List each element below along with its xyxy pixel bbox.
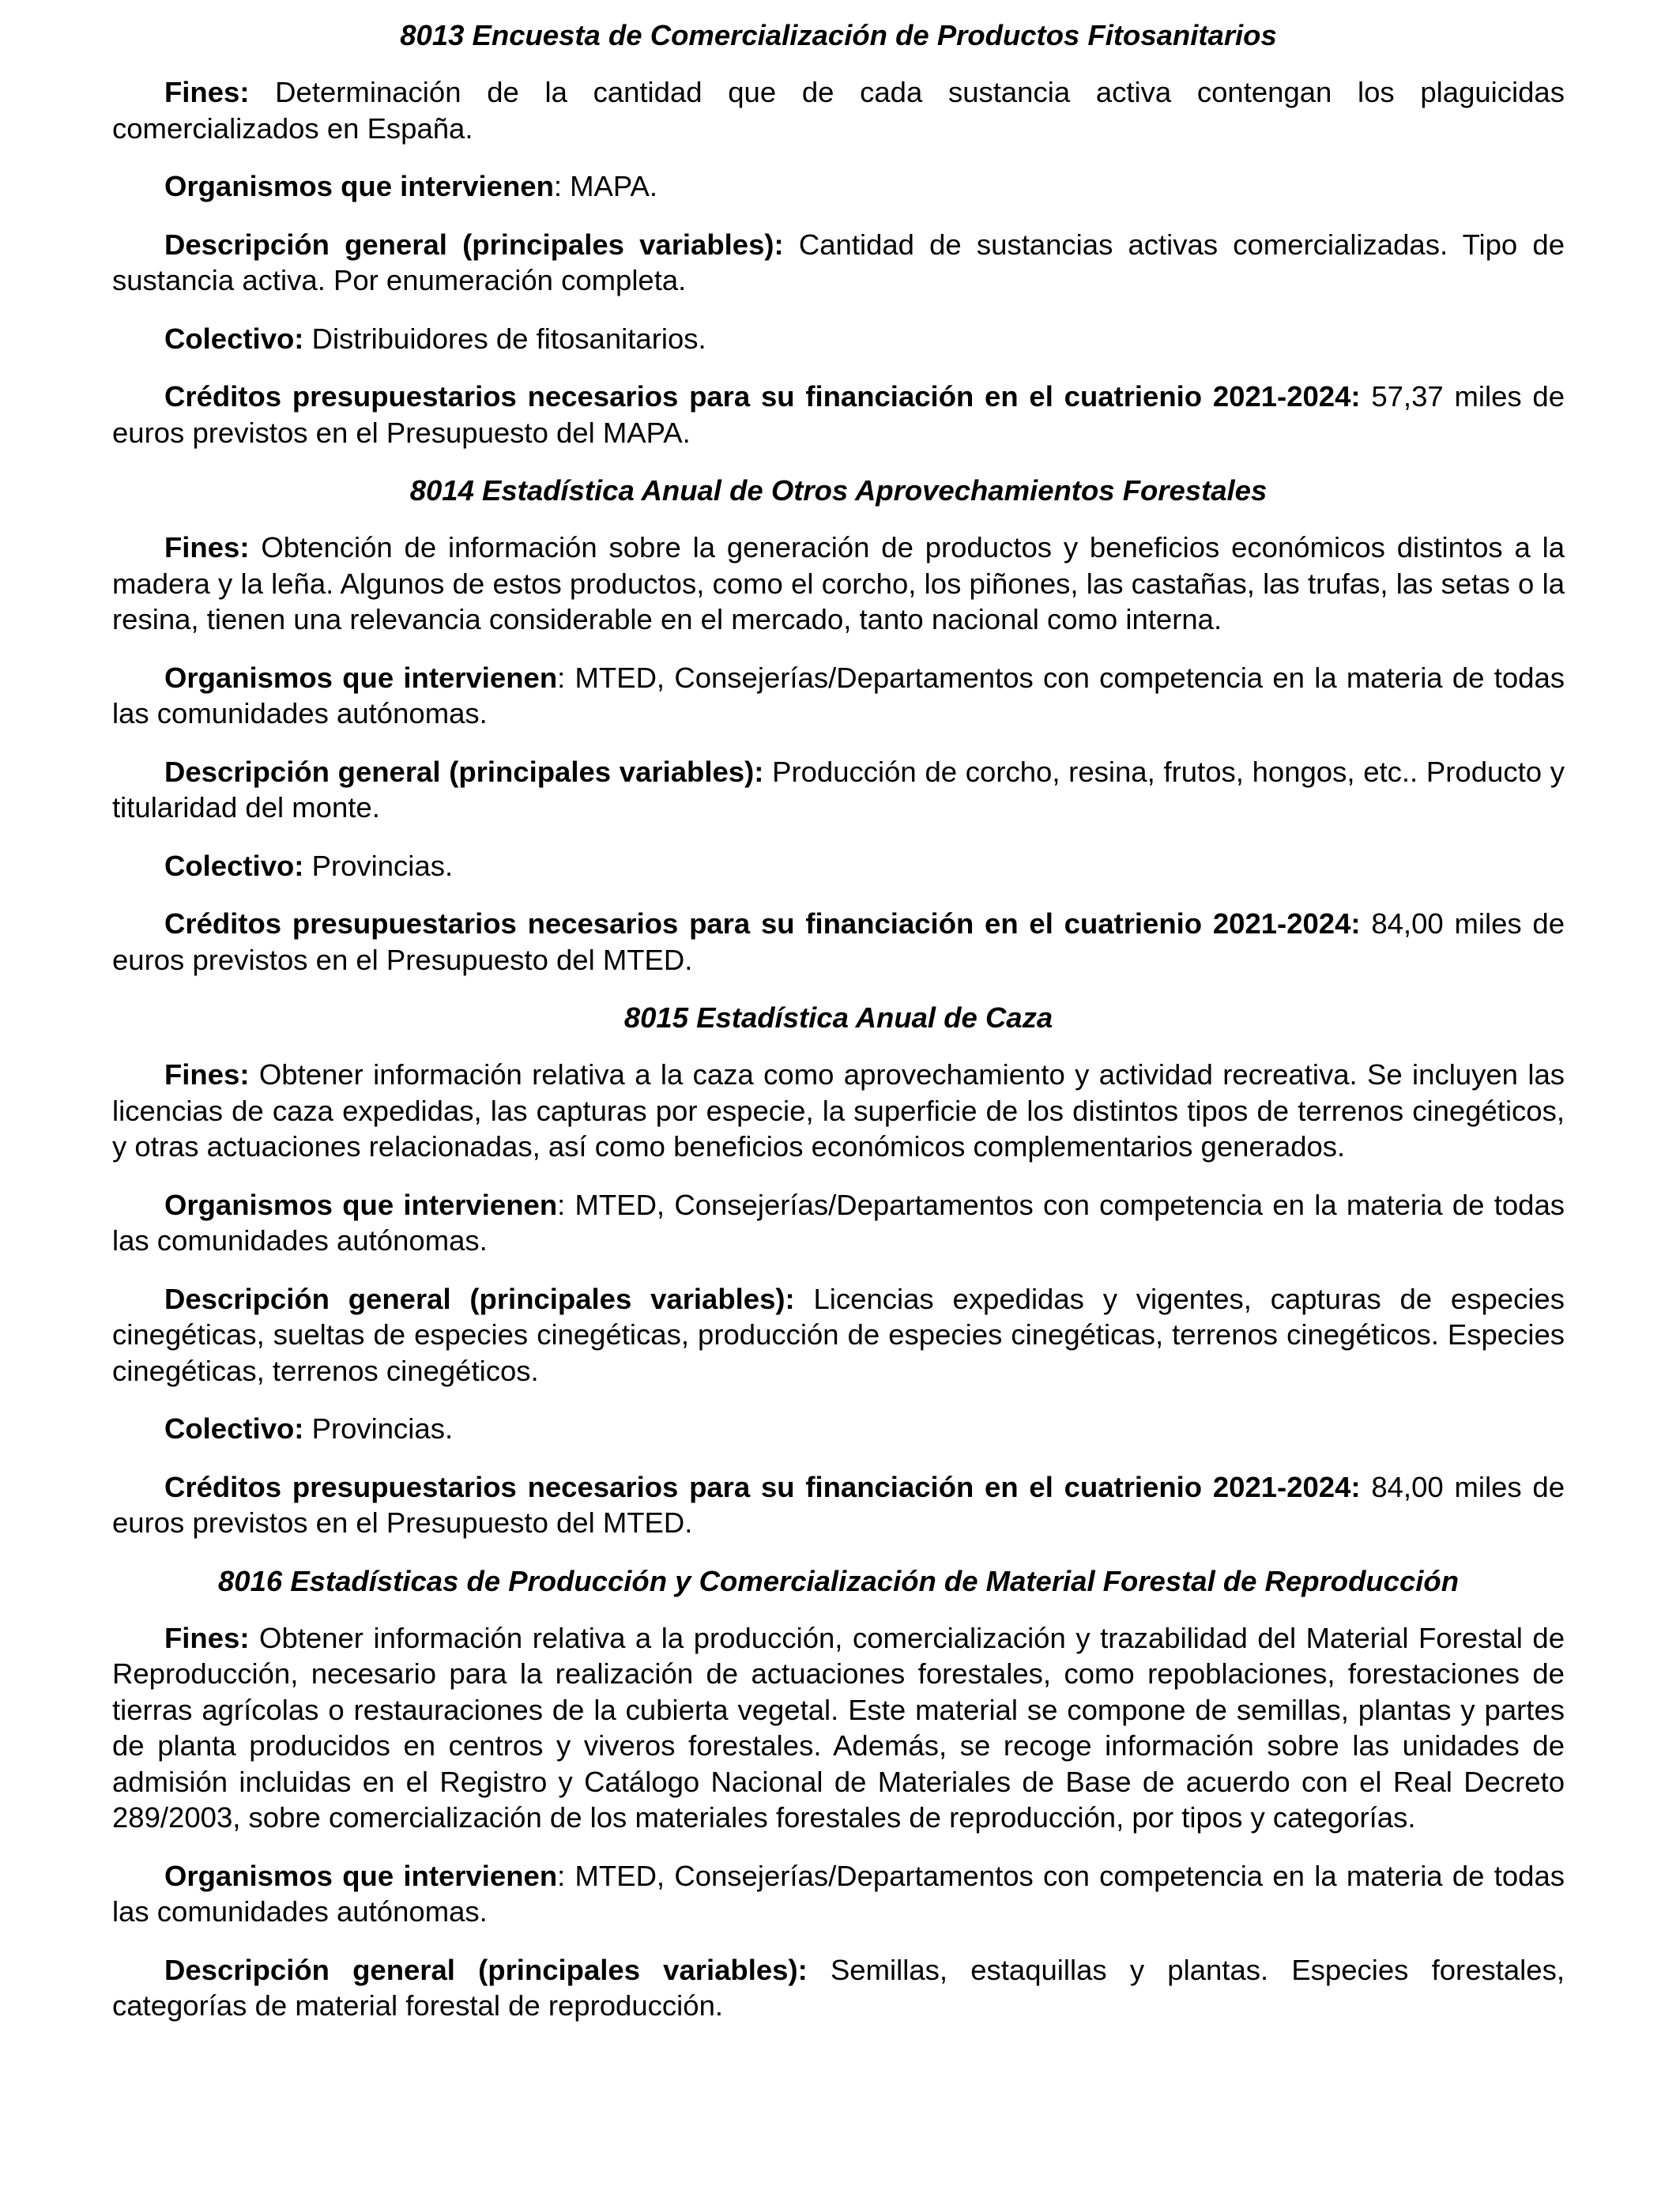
descripcion-text: Licencias expedidas y vigentes, capturas de especies cinegéticas, sueltas de especies cinegéticas, producción de especies cinegéticas, terrenos cinegéticos. Especies cinegéticas, terrenos cinegéticos. [112,1282,1565,1387]
section-title: 8016 Estadísticas de Producción y Comercialización de Material Forestal de Reproducción [217,1564,1460,1597]
descripcion-label: Descripción general (principales variables): [164,1953,808,1986]
section-title: 8014 Estadística Anual de Otros Aprovechamientos Forestales [409,474,1268,507]
organismos-text: : MTED, Consejerías/Departamentos con competencia en la materia de todas las comunidades autónomas. [112,661,1565,729]
descripcion-text: Cantidad de sustancias activas comercializadas. Tipo de sustancia activa. Por enumeración completa. [112,228,1565,296]
organismos-text: : MTED, Consejerías/Departamentos con competencia en la materia de todas las comunidades autónomas. [112,1188,1565,1257]
creditos-paragraph [112,379,1565,450]
organismos-label: Organismos que intervienen [164,170,554,202]
colectivo-label: Colectivo: [164,849,304,882]
organismos-paragraph [112,1858,1565,1930]
section-8015 [112,1000,1565,1541]
section-8013 [112,17,1565,450]
colectivo-label: Colectivo: [164,1412,304,1445]
fines-label: Fines: [164,531,250,564]
descripcion-text: Producción de corcho, resina, frutos, hongos, etc.. Producto y titularidad del monte. [112,755,1565,824]
creditos-label: Créditos presupuestarios necesarios para su financiación en el cuatrienio 2021-2024: [164,1470,1361,1503]
creditos-label: Créditos presupuestarios necesarios para su financiación en el cuatrienio 2021-2024: [164,907,1361,940]
descripcion-paragraph [112,1952,1565,2024]
fines-label: Fines: [164,1058,250,1091]
descripcion-paragraph [112,1281,1565,1389]
organismos-label: Organismos que intervienen [164,1188,558,1221]
creditos-paragraph [112,1469,1565,1541]
colectivo-paragraph [112,1411,1565,1447]
section-8014 [112,473,1565,978]
document-page [112,17,1565,2046]
organismos-text: : MAPA. [553,170,658,202]
creditos-text: 84,00 miles de euros previstos en el Presupuesto del MTED. [112,1470,1565,1539]
colectivo-text: Provincias. [303,849,454,882]
fines-text: Determinación de la cantidad que de cada sustancia activa contengan los plaguicidas comercializados en España. [112,76,1565,145]
organismos-label: Organismos que intervienen [164,661,558,694]
fines-paragraph [112,1620,1565,1836]
section-title: 8015 Estadística Anual de Caza [623,1001,1053,1034]
fines-paragraph [112,530,1565,638]
descripcion-paragraph [112,754,1565,826]
descripcion-label: Descripción general (principales variables): [164,228,784,261]
descripcion-label: Descripción general (principales variables): [164,755,764,788]
creditos-paragraph [112,906,1565,978]
fines-text: Obtención de información sobre la generación de productos y beneficios económicos distintos a la madera y la leña. Algunos de estos productos, como el corcho, los piñones, las castañas, las trufas, las setas o la resina, tienen una relevancia considerable en el mercado, tanto nacional como interna. [112,531,1565,635]
section-8016 [112,1563,1565,2024]
creditos-text: 84,00 miles de euros previstos en el Presupuesto del MTED. [112,907,1565,976]
creditos-label: Créditos presupuestarios necesarios para su financiación en el cuatrienio 2021-2024: [164,380,1361,413]
fines-paragraph [112,1057,1565,1165]
fines-label: Fines: [164,76,250,108]
organismos-paragraph [112,168,1565,205]
colectivo-paragraph [112,848,1565,884]
fines-paragraph [112,74,1565,146]
colectivo-text: Distribuidores de fitosanitarios. [303,322,706,355]
descripcion-label: Descripción general (principales variables): [164,1282,795,1315]
organismos-paragraph [112,660,1565,732]
fines-text: Obtener información relativa a la caza como aprovechamiento y actividad recreativa. Se incluyen las licencias de caza expedidas, las capturas por especie, la superficie de los distintos tipos de terrenos cinegéticos, y otras actuaciones relacionadas, así como beneficios económicos complementarios generados. [112,1058,1565,1163]
descripcion-paragraph [112,227,1565,299]
organismos-text: : MTED, Consejerías/Departamentos con competencia en la materia de todas las comunidades autónomas. [112,1859,1565,1928]
colectivo-paragraph [112,321,1565,357]
colectivo-label: Colectivo: [164,322,304,355]
creditos-text: 57,37 miles de euros previstos en el Presupuesto del MAPA. [112,380,1565,449]
colectivo-text: Provincias. [303,1412,454,1445]
fines-label: Fines: [164,1621,250,1654]
descripcion-text: Semillas, estaquillas y plantas. Especies forestales, categorías de material forestal de reproducción. [112,1953,1565,2022]
section-title: 8013 Encuesta de Comercialización de Productos Fitosanitarios [400,19,1277,51]
organismos-paragraph [112,1187,1565,1259]
organismos-label: Organismos que intervienen [164,1859,558,1892]
fines-text: Obtener información relativa a la producción, comercialización y trazabilidad del Material Forestal de Reproducción, necesario para la realización de actuaciones forestales, como repoblaciones, forestaciones de tierras agrícolas o restauraciones de la cubierta vegetal. Este material se compone de semillas, plantas y partes de planta producidos en centros y viveros forestales. Además, se recoge información sobre las unidades de admisión incluidas en el Registro y Catálogo Nacional de Materiales de Base de acuerdo con el Real Decreto 289/2003, sobre comercialización de los materiales forestales de reproducción, por tipos y categorías. [112,1621,1565,1834]
